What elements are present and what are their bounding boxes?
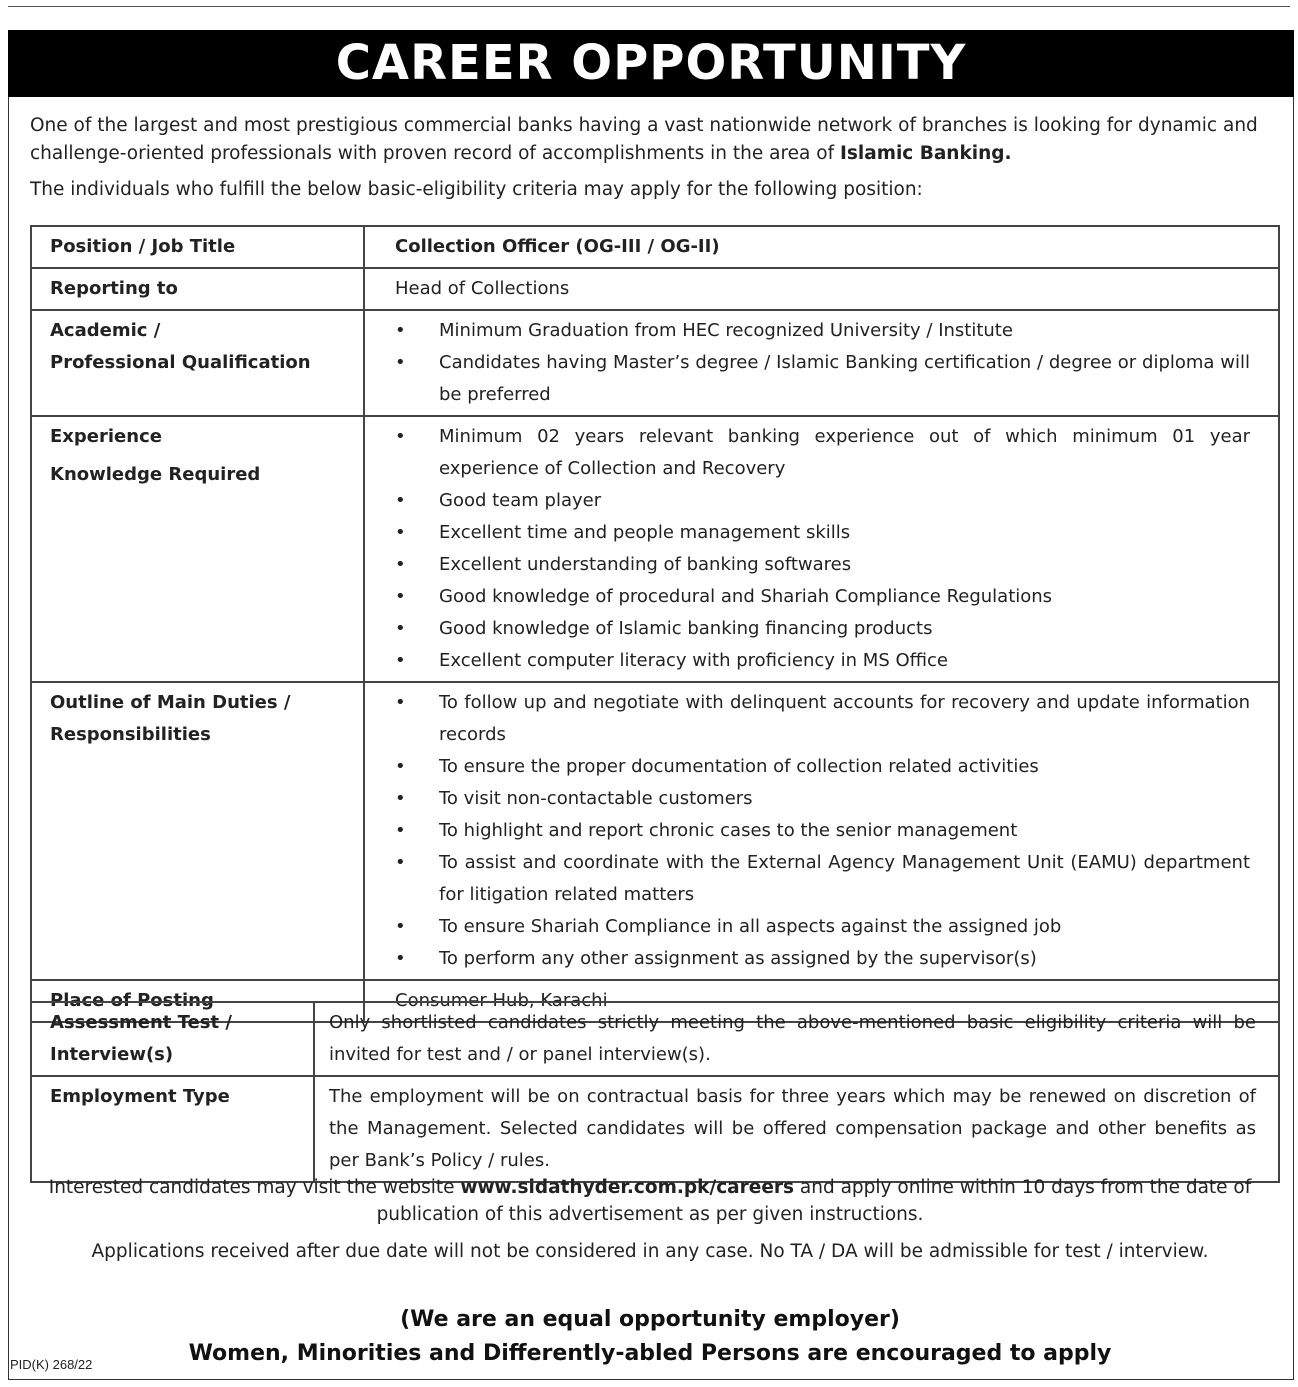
assessment-value: Only shortlisted candidates strictly meeting the above-mentioned basic eligibility criteria will be invited for test and / or panel interview(s).	[314, 1002, 1279, 1076]
experience-skills-label	[31, 416, 364, 682]
list-item: • To perform any other assignment as assigned by the supervisor(s)	[395, 943, 1250, 975]
list-item: • Good knowledge of procedural and Shariah Compliance Regulations	[395, 581, 1250, 613]
experience-label: Experience	[50, 426, 162, 447]
duties-value	[364, 682, 1279, 980]
qualification-label-line-2: Professional Qualification	[50, 352, 311, 373]
list-item: • To visit non-contactable customers	[395, 783, 1250, 815]
list-item: • To highlight and report chronic cases to the senior management	[395, 815, 1250, 847]
table-row	[31, 268, 1279, 310]
employment-label: Employment Type	[31, 1076, 314, 1182]
careers-url[interactable]: www.sidathyder.com.pk/careers	[460, 1177, 795, 1198]
posting-label: Place of Posting	[31, 980, 364, 1022]
job-details-table	[30, 225, 1280, 1023]
assessment-label-line-2: Interview(s)	[50, 1044, 174, 1065]
position-label: Position / Job Title	[31, 226, 364, 268]
intro-text-bold: Islamic Banking.	[839, 143, 1012, 164]
posting-value: Consumer Hub, Karachi	[364, 980, 1279, 1022]
intro-text	[30, 112, 1290, 204]
experience-skills-value	[364, 416, 1279, 682]
due-date-notice: Applications received after due date will not be considered in any case. No TA / DA will be admissible for test / interview.	[91, 1241, 1209, 1262]
list-item: • Excellent computer literacy with proficiency in MS Office	[395, 645, 1250, 677]
reporting-value: Head of Collections	[364, 268, 1279, 310]
list-item: • To ensure Shariah Compliance in all aspects against the assigned job	[395, 911, 1250, 943]
intro-text-regular: One of the largest and most prestigious commercial banks having a vast nationwide network of branches is looking for dynamic and challenge-oriented professionals with proven record of accomplishments in the area of	[30, 115, 1258, 164]
list-item: • Good knowledge of Islamic banking financing products	[395, 613, 1250, 645]
list-item: • Minimum Graduation from HEC recognized University / Institute	[395, 315, 1250, 347]
duties-label	[31, 682, 364, 980]
list-item: • Excellent time and people management skills	[395, 517, 1250, 549]
list-item: • To assist and coordinate with the External Agency Management Unit (EAMU) department for litigation related matters	[395, 847, 1250, 911]
qualification-label-line-1: Academic /	[50, 320, 161, 341]
apply-instructions	[30, 1174, 1270, 1228]
table-row	[31, 226, 1279, 268]
assessment-label	[31, 1002, 314, 1076]
equal-opportunity-line: (We are an equal opportunity employer)	[400, 1307, 900, 1332]
employment-value: The employment will be on contractual basis for three years which may be renewed on discretion of the Management. Selected candidates will be offered compensation package and other benefits as per Bank’s Policy / rules.	[314, 1076, 1279, 1182]
intro-paragraph-1	[30, 112, 1290, 168]
table-row	[31, 1002, 1279, 1076]
list-item: • To ensure the proper documentation of collection related activities	[395, 751, 1250, 783]
duties-label-line-1: Outline of Main Duties /	[50, 692, 291, 713]
list-item: • Candidates having Master’s degree / Islamic Banking certification / degree or diploma will be preferred	[395, 347, 1250, 411]
apply-text-1: Interested candidates may visit the website	[48, 1177, 461, 1198]
skills-list	[395, 485, 1250, 677]
list-item: • Good team player	[395, 485, 1250, 517]
qualification-list	[395, 315, 1250, 411]
reporting-label: Reporting to	[31, 268, 364, 310]
list-item: • To follow up and negotiate with delinquent accounts for recovery and update information records	[395, 687, 1250, 751]
duties-list	[395, 687, 1250, 975]
apply-text-2: and apply online within 10 days from the date of publication of this advertisement as per given instructions.	[376, 1177, 1252, 1225]
intro-paragraph-2: The individuals who fulfill the below basic-eligibility criteria may apply for the following position:	[30, 179, 923, 200]
pid-number: PID(K) 268/22	[10, 1357, 93, 1372]
position-value: Collection Officer (OG-III / OG-II)	[364, 226, 1279, 268]
list-item: • Minimum 02 years relevant banking experience out of which minimum 01 year experience of Collection and Recovery	[395, 421, 1250, 485]
encouragement-line: Women, Minorities and Differently-abled Persons are encouraged to apply	[188, 1341, 1112, 1366]
duties-label-line-2: Responsibilities	[50, 724, 211, 745]
top-rule	[8, 6, 1290, 7]
experience-list	[395, 421, 1250, 485]
list-item: • Excellent understanding of banking softwares	[395, 549, 1250, 581]
terms-table	[30, 1001, 1280, 1183]
banner-title: CAREER OPPORTUNITY	[8, 30, 1294, 97]
qualification-value	[364, 310, 1279, 416]
table-row	[31, 1076, 1279, 1182]
table-row	[31, 310, 1279, 416]
table-row	[31, 682, 1279, 980]
assessment-label-line-1: Assessment Test /	[50, 1012, 232, 1033]
table-row	[31, 416, 1279, 682]
skills-label: Knowledge Required	[50, 464, 261, 485]
qualification-label	[31, 310, 364, 416]
